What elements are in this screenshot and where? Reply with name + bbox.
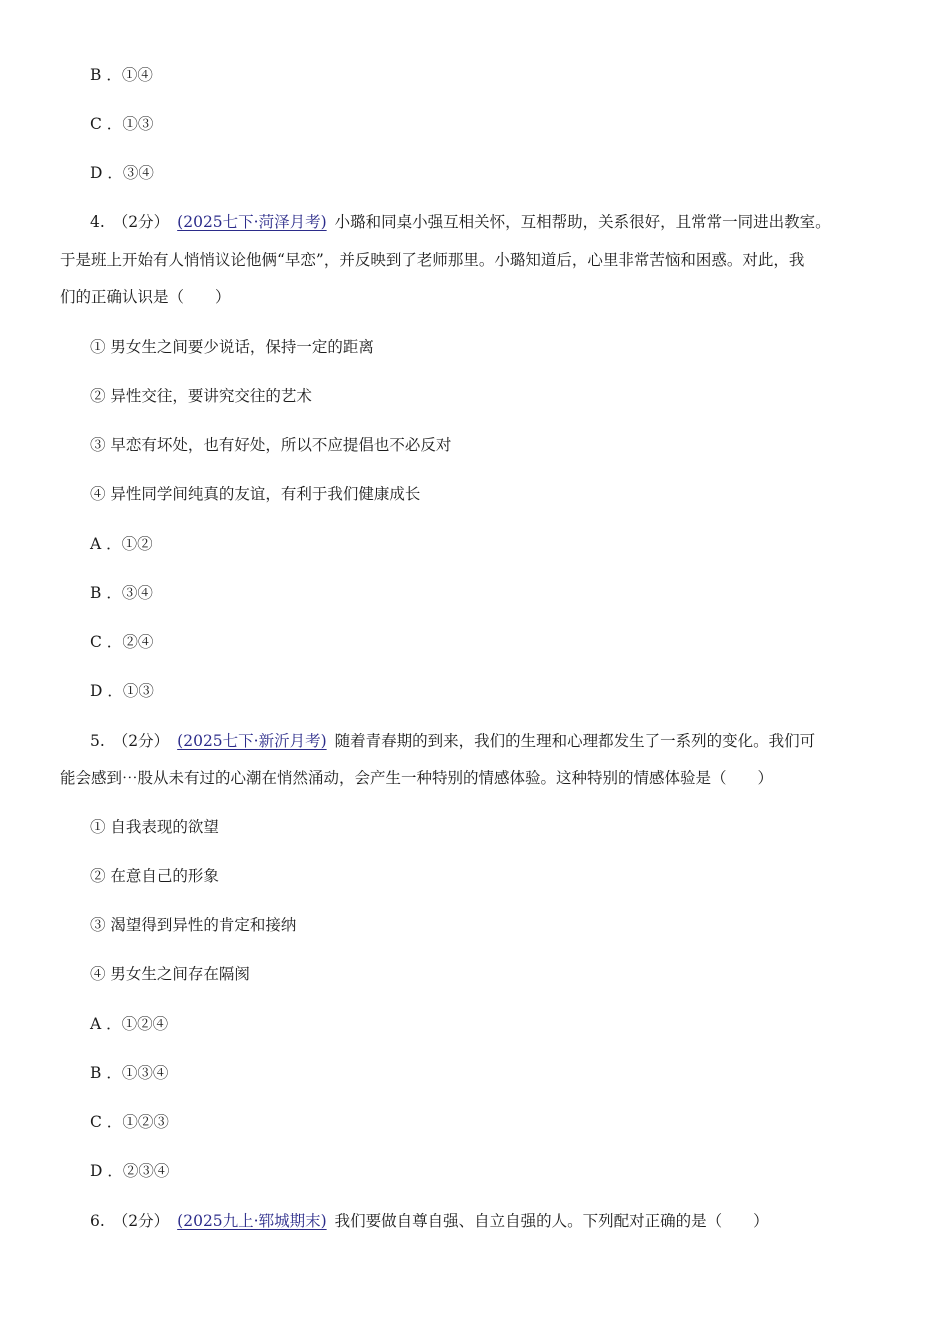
q4-option-a[interactable]: A ．①② bbox=[90, 535, 153, 553]
q5-option-c[interactable]: C ．①②③ bbox=[90, 1113, 169, 1131]
q5-option-a[interactable]: A ．①②④ bbox=[90, 1015, 169, 1033]
option-letter: A bbox=[90, 535, 102, 553]
option-text: ①③ bbox=[122, 115, 154, 133]
q4-statement-1: ① 男女生之间要少说话，保持一定的距离 bbox=[90, 338, 374, 356]
q5-option-d[interactable]: D ．②③④ bbox=[90, 1162, 170, 1180]
option-letter: C bbox=[90, 1113, 102, 1131]
question-stem: 小璐和同桌小强互相关怀，互相帮助，关系很好，且常常一同进出教室。 bbox=[334, 213, 831, 231]
q4-option-c[interactable]: C ．②④ bbox=[90, 633, 154, 651]
option-letter: B bbox=[90, 1064, 102, 1082]
question-score: （2分） bbox=[112, 1212, 170, 1230]
option-text: ①② bbox=[121, 535, 153, 553]
question-source-link[interactable]: (2025七下·菏泽月考) bbox=[177, 213, 327, 231]
question-stem: 随着青春期的到来，我们的生理和心理都发生了一系列的变化。我们可 bbox=[334, 732, 816, 750]
question-number: 6. bbox=[90, 1212, 105, 1230]
option-text: ①④ bbox=[121, 66, 153, 84]
q4-statement-3: ③ 早恋有坏处，也有好处，所以不应提倡也不必反对 bbox=[90, 436, 452, 454]
option-letter: A bbox=[90, 1015, 102, 1033]
q5-statement-1: ① 自我表现的欲望 bbox=[90, 818, 219, 836]
q5-stem-line-2: 能会感到⋯股从未有过的心潮在悄然涌动，会产生一种特别的情感体验。这种特别的情感体验是（ ） bbox=[60, 769, 774, 787]
option-letter: D bbox=[90, 1162, 103, 1180]
q4-stem-line-2: 于是班上开始有人悄悄议论他俩“早恋”，并反映到了老师那里。小璐知道后，心里非常苦恼和困惑。对此，我 bbox=[60, 251, 805, 269]
option-letter: C bbox=[90, 633, 102, 651]
option-letter: C bbox=[90, 115, 102, 133]
question-score: （2分） bbox=[112, 732, 170, 750]
option-text: ②④ bbox=[122, 633, 154, 651]
question-stem: 我们要做自尊自强、自立自强的人。下列配对正确的是（ ） bbox=[334, 1212, 769, 1230]
option-text: ①②④ bbox=[121, 1015, 169, 1033]
option-text: ①③ bbox=[122, 682, 154, 700]
question-score: （2分） bbox=[112, 213, 170, 231]
q4-stem-line-3: 们的正确认识是（ ） bbox=[60, 288, 231, 306]
question-source-link[interactable]: (2025九上·郓城期末) bbox=[177, 1212, 327, 1230]
option-text: ①③④ bbox=[121, 1064, 169, 1082]
question-source-link[interactable]: (2025七下·新沂月考) bbox=[177, 732, 327, 750]
q5-option-b[interactable]: B ．①③④ bbox=[90, 1064, 169, 1082]
option-text: ①②③ bbox=[122, 1113, 169, 1131]
option-text: ③④ bbox=[122, 164, 154, 182]
q4-statement-4: ④ 异性同学间纯真的友谊，有利于我们健康成长 bbox=[90, 485, 421, 503]
option-letter: B bbox=[90, 66, 102, 84]
q4-option-d[interactable]: D ．①③ bbox=[90, 682, 154, 700]
q5-statement-4: ④ 男女生之间存在隔阂 bbox=[90, 965, 250, 983]
q5-header bbox=[90, 730, 815, 752]
question-number: 5. bbox=[90, 732, 105, 750]
option-letter: D bbox=[90, 682, 103, 700]
q3-option-b[interactable]: B ．①④ bbox=[90, 66, 153, 84]
q5-statement-3: ③ 渴望得到异性的肯定和接纳 bbox=[90, 916, 297, 934]
option-letter: B bbox=[90, 584, 102, 602]
option-text: ②③④ bbox=[122, 1162, 170, 1180]
q4-header bbox=[90, 211, 831, 233]
q3-option-d[interactable]: D ．③④ bbox=[90, 164, 154, 182]
q3-option-c[interactable]: C ．①③ bbox=[90, 115, 154, 133]
option-text: ③④ bbox=[121, 584, 153, 602]
option-letter: D bbox=[90, 164, 103, 182]
q6-header bbox=[90, 1210, 769, 1232]
q4-statement-2: ② 异性交往，要讲究交往的艺术 bbox=[90, 387, 312, 405]
q4-option-b[interactable]: B ．③④ bbox=[90, 584, 153, 602]
question-number: 4. bbox=[90, 213, 105, 231]
q5-statement-2: ② 在意自己的形象 bbox=[90, 867, 219, 885]
